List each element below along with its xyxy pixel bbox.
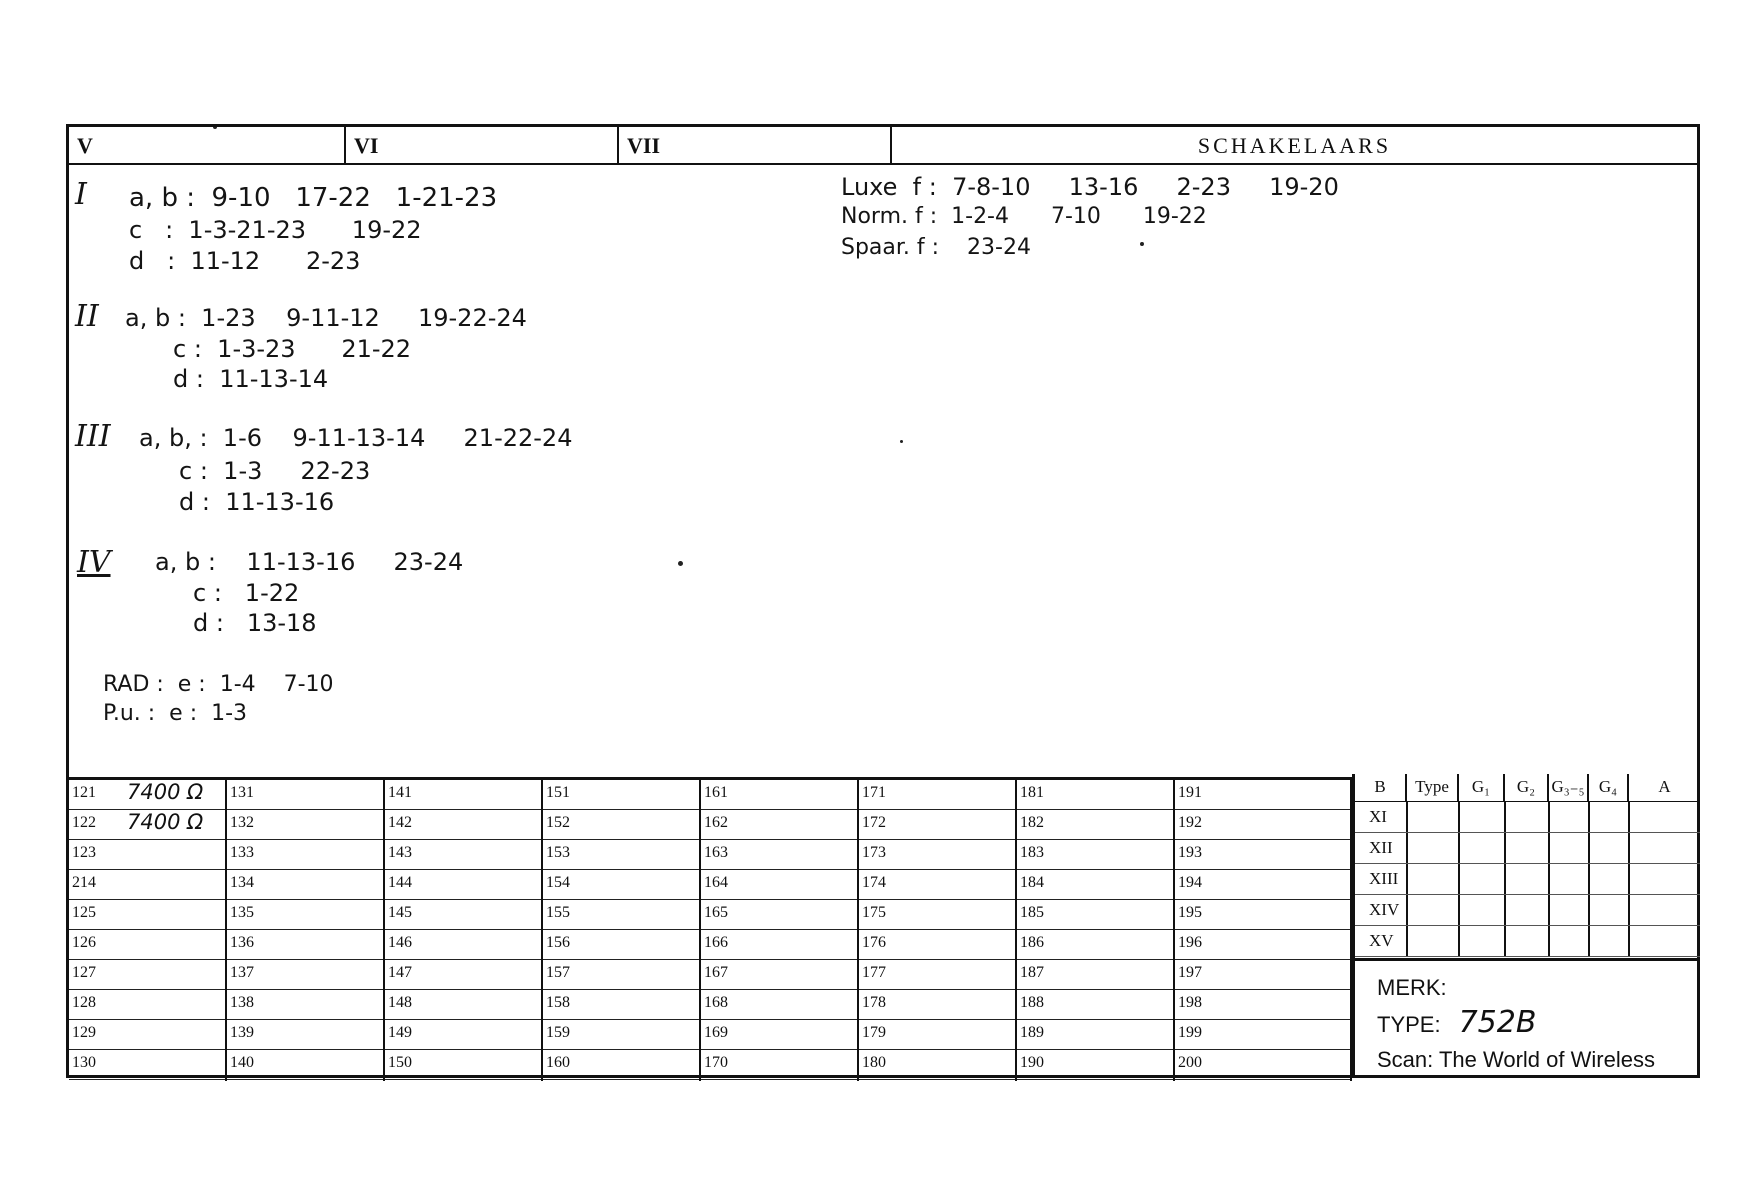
- grid-cell-number: 162: [704, 814, 728, 831]
- note-i-ab: a, b : 9-10 17-22 1-21-23: [129, 183, 498, 213]
- grid-cell-number: 142: [388, 814, 412, 831]
- grid-cell: [227, 930, 383, 960]
- header-col-v: V: [69, 127, 346, 163]
- grid-cell: [1017, 990, 1173, 1020]
- grid-cell-number: 155: [546, 904, 570, 921]
- grid-cell-number: 192: [1178, 814, 1202, 831]
- grid-cell-number: 176: [862, 934, 886, 951]
- grid-cell-number: 121: [72, 784, 96, 801]
- grid-column: [69, 780, 227, 1081]
- grid-cell-number: 129: [72, 1024, 96, 1041]
- grid-cell-number: 185: [1020, 904, 1044, 921]
- grid-cell-number: 175: [862, 904, 886, 921]
- note-ii-ab: a, b : 1-23 9-11-12 19-22-24: [125, 304, 527, 332]
- grid-cell-number: 181: [1020, 784, 1044, 801]
- card-header: [69, 127, 1697, 165]
- tube-header: Type: [1407, 774, 1459, 802]
- grid-cell: [1175, 810, 1350, 840]
- grid-cell-number: 140: [230, 1054, 254, 1071]
- grid-cell-number: 144: [388, 874, 412, 891]
- grid-cell-number: 141: [388, 784, 412, 801]
- grid-cell: [1175, 930, 1350, 960]
- grid-cell-number: 190: [1020, 1054, 1044, 1071]
- grid-cell-number: 196: [1178, 934, 1202, 951]
- grid-cell: [1017, 810, 1173, 840]
- note-i-c: c : 1-3-21-23 19-22: [129, 216, 422, 244]
- grid-cell: [859, 990, 1015, 1020]
- note-ii-label: II: [75, 299, 99, 334]
- tube-header: B: [1355, 774, 1407, 802]
- grid-cell-number: 214: [72, 874, 96, 891]
- grid-column: [1017, 780, 1175, 1081]
- tube-row-label: XIV: [1369, 900, 1400, 919]
- grid-cell: [701, 1020, 857, 1050]
- grid-cell-number: 138: [230, 994, 254, 1011]
- grid-cell: [859, 810, 1015, 840]
- grid-cell-number: 123: [72, 844, 96, 861]
- tube-header: G₄: [1589, 774, 1629, 802]
- grid-cell-number: 139: [230, 1024, 254, 1041]
- type-label: TYPE:: [1377, 1012, 1441, 1037]
- grid-cell-number: 184: [1020, 874, 1044, 891]
- grid-cell: [69, 870, 225, 900]
- grid-cell: [227, 780, 383, 810]
- info-block: [1352, 958, 1697, 1078]
- note-iv-label: IV: [77, 545, 111, 580]
- note-ii-c: c : 1-3-23 21-22: [173, 335, 412, 363]
- grid-cell-number: 136: [230, 934, 254, 951]
- grid-cell-number: 177: [862, 964, 886, 981]
- note-rad: RAD : e : 1-4 7-10: [103, 672, 334, 697]
- grid-cell: [1017, 840, 1173, 870]
- tube-row: [1355, 833, 1700, 864]
- grid-cell-number: 173: [862, 844, 886, 861]
- grid-cell-number: 130: [72, 1054, 96, 1071]
- grid-cell-number: 166: [704, 934, 728, 951]
- grid-cell: [1017, 960, 1173, 990]
- tube-header: G₁: [1459, 774, 1505, 802]
- grid-cell: [543, 810, 699, 840]
- note-pu: P.u. : e : 1-3: [103, 701, 248, 726]
- grid-cell: [69, 810, 225, 840]
- grid-cell-number: 150: [388, 1054, 412, 1071]
- grid-cell: [859, 1050, 1015, 1080]
- grid-cell: [701, 840, 857, 870]
- grid-cell: [227, 900, 383, 930]
- grid-cell: [543, 870, 699, 900]
- grid-cell: [69, 930, 225, 960]
- tube-row-label: XI: [1369, 807, 1387, 826]
- grid-cell-number: 188: [1020, 994, 1044, 1011]
- grid-cell-number: 167: [704, 964, 728, 981]
- grid-cell: [69, 1050, 225, 1080]
- tube-row-label: XIII: [1369, 869, 1399, 888]
- grid-cell-number: 169: [704, 1024, 728, 1041]
- grid-cell-number: 197: [1178, 964, 1202, 981]
- grid-cell-number: 143: [388, 844, 412, 861]
- grid-cell: [543, 780, 699, 810]
- grid-cell: [69, 780, 225, 810]
- grid-cell-number: 128: [72, 994, 96, 1011]
- merk-label: MERK:: [1377, 975, 1447, 1000]
- grid-cell: [227, 840, 383, 870]
- grid-cell: [859, 960, 1015, 990]
- grid-cell: [1175, 780, 1350, 810]
- grid-cell: [701, 1050, 857, 1080]
- grid-cell: [227, 810, 383, 840]
- grid-cell-number: 163: [704, 844, 728, 861]
- note-iii-d: d : 11-13-16: [179, 488, 335, 516]
- grid-cell: [227, 990, 383, 1020]
- grid-cell: [385, 780, 541, 810]
- grid-cell: [385, 810, 541, 840]
- schematic-record-card: [66, 124, 1700, 1078]
- grid-cell-number: 157: [546, 964, 570, 981]
- grid-cell: [1175, 1050, 1350, 1080]
- grid-cell-number: 194: [1178, 874, 1202, 891]
- note-ii-d: d : 11-13-14: [173, 365, 329, 393]
- grid-cell: [1017, 900, 1173, 930]
- grid-cell: [701, 930, 857, 960]
- grid-cell-number: 145: [388, 904, 412, 921]
- grid-cell: [69, 990, 225, 1020]
- grid-cell: [69, 840, 225, 870]
- tube-header: A: [1629, 774, 1700, 802]
- grid-cell: [1175, 1020, 1350, 1050]
- grid-cell-number: 168: [704, 994, 728, 1011]
- grid-cell-number: 154: [546, 874, 570, 891]
- header-title: SCHAKELAARS: [1197, 133, 1392, 158]
- grid-cell: [701, 870, 857, 900]
- grid-cell: [69, 900, 225, 930]
- grid-cell-number: 127: [72, 964, 96, 981]
- grid-cell-number: 170: [704, 1054, 728, 1071]
- tube-row-label: XV: [1369, 931, 1394, 950]
- grid-cell: [859, 840, 1015, 870]
- grid-cell-number: 125: [72, 904, 96, 921]
- grid-cell-number: 147: [388, 964, 412, 981]
- grid-cell-number: 133: [230, 844, 254, 861]
- tube-header: G₃₋₅: [1549, 774, 1589, 802]
- grid-cell-number: 131: [230, 784, 254, 801]
- grid-cell-number: 152: [546, 814, 570, 831]
- grid-cell: [227, 1050, 383, 1080]
- grid-column: [701, 780, 859, 1081]
- grid-cell-number: 134: [230, 874, 254, 891]
- grid-cell: [543, 960, 699, 990]
- note-iv-d: d : 13-18: [193, 609, 317, 637]
- grid-cell-number: 183: [1020, 844, 1044, 861]
- grid-cell-number: 146: [388, 934, 412, 951]
- grid-cell-value: 7400 Ω: [127, 810, 204, 834]
- grid-cell-number: 187: [1020, 964, 1044, 981]
- grid-cell-number: 159: [546, 1024, 570, 1041]
- note-i-label: I: [75, 177, 87, 212]
- tube-row: [1355, 802, 1700, 833]
- grid-cell: [385, 840, 541, 870]
- grid-cell-number: 161: [704, 784, 728, 801]
- grid-cell: [701, 990, 857, 1020]
- grid-cell-number: 186: [1020, 934, 1044, 951]
- grid-column: [227, 780, 385, 1081]
- grid-cell: [1017, 1050, 1173, 1080]
- grid-cell: [1017, 930, 1173, 960]
- grid-cell-value: 7400 Ω: [127, 780, 204, 804]
- grid-cell: [385, 990, 541, 1020]
- note-luxe: Luxe f : 7-8-10 13-16 2-23 19-20: [841, 173, 1339, 201]
- tube-table: [1352, 774, 1700, 958]
- note-iv-ab: a, b : 11-13-16 23-24: [155, 548, 464, 576]
- grid-cell: [385, 1020, 541, 1050]
- grid-cell-number: 149: [388, 1024, 412, 1041]
- note-iii-c: c : 1-3 22-23: [179, 457, 371, 485]
- grid-cell: [543, 900, 699, 930]
- grid-column: [385, 780, 543, 1081]
- scan-credit: Scan: The World of Wireless: [1377, 1047, 1655, 1072]
- tube-row: [1355, 926, 1700, 957]
- type-value: 752B: [1458, 1005, 1537, 1040]
- grid-cell-number: 200: [1178, 1054, 1202, 1071]
- grid-cell-number: 137: [230, 964, 254, 981]
- grid-cell-number: 198: [1178, 994, 1202, 1011]
- grid-cell-number: 156: [546, 934, 570, 951]
- grid-cell-number: 191: [1178, 784, 1202, 801]
- grid-cell: [385, 930, 541, 960]
- grid-cell-number: 126: [72, 934, 96, 951]
- grid-cell: [1175, 870, 1350, 900]
- type-line: [1377, 1005, 1536, 1040]
- grid-cell-number: 182: [1020, 814, 1044, 831]
- grid-cell-number: 174: [862, 874, 886, 891]
- grid-cell: [1017, 780, 1173, 810]
- grid-cell-number: 171: [862, 784, 886, 801]
- grid-cell: [543, 840, 699, 870]
- grid-cell: [1175, 900, 1350, 930]
- grid-column: [543, 780, 701, 1081]
- grid-cell: [701, 900, 857, 930]
- grid-cell-number: 195: [1178, 904, 1202, 921]
- grid-cell: [385, 900, 541, 930]
- grid-cell-number: 135: [230, 904, 254, 921]
- grid-cell: [859, 870, 1015, 900]
- grid-cell: [69, 960, 225, 990]
- grid-cell-number: 132: [230, 814, 254, 831]
- grid-cell-number: 165: [704, 904, 728, 921]
- grid-cell: [1175, 960, 1350, 990]
- grid-cell-number: 179: [862, 1024, 886, 1041]
- grid-cell: [1017, 1020, 1173, 1050]
- grid-cell: [859, 1020, 1015, 1050]
- note-iii-label: III: [75, 419, 111, 454]
- note-iii-ab: a, b, : 1-6 9-11-13-14 21-22-24: [139, 424, 573, 452]
- grid-cell: [227, 870, 383, 900]
- grid-cell: [543, 1020, 699, 1050]
- grid-cell: [701, 810, 857, 840]
- grid-cell-number: 164: [704, 874, 728, 891]
- grid-cell-number: 199: [1178, 1024, 1202, 1041]
- grid-cell-number: 148: [388, 994, 412, 1011]
- grid-cell: [701, 780, 857, 810]
- grid-cell-number: 151: [546, 784, 570, 801]
- grid-cell: [1175, 840, 1350, 870]
- header-col-vii: VII: [619, 127, 892, 163]
- note-iv-c: c : 1-22: [193, 579, 300, 607]
- tube-row: [1355, 864, 1700, 895]
- grid-cell: [385, 870, 541, 900]
- grid-cell: [543, 930, 699, 960]
- note-norm: Norm. f : 1-2-4 7-10 19-22: [841, 204, 1207, 229]
- grid-cell-number: 189: [1020, 1024, 1044, 1041]
- tube-row: [1355, 895, 1700, 926]
- grid-cell-number: 122: [72, 814, 96, 831]
- grid-cell: [1017, 870, 1173, 900]
- tube-header: G₂: [1505, 774, 1549, 802]
- grid-cell: [227, 1020, 383, 1050]
- note-i-d: d : 11-12 2-23: [129, 247, 361, 275]
- grid-column: [859, 780, 1017, 1081]
- grid-cell: [385, 1050, 541, 1080]
- grid-cell: [859, 900, 1015, 930]
- grid-cell: [227, 960, 383, 990]
- grid-cell: [859, 930, 1015, 960]
- grid-column: [1175, 780, 1352, 1081]
- grid-cell: [701, 960, 857, 990]
- header-col-vi: VI: [346, 127, 619, 163]
- grid-cell: [1175, 990, 1350, 1020]
- grid-cell: [543, 1050, 699, 1080]
- grid-cell-number: 153: [546, 844, 570, 861]
- tube-row-label: XII: [1369, 838, 1393, 857]
- grid-cell: [543, 990, 699, 1020]
- note-spaar: Spaar. f : 23-24: [841, 235, 1031, 260]
- grid-cell-number: 158: [546, 994, 570, 1011]
- component-number-grid: [69, 777, 1352, 1081]
- grid-cell-number: 178: [862, 994, 886, 1011]
- grid-cell: [859, 780, 1015, 810]
- grid-cell-number: 172: [862, 814, 886, 831]
- grid-cell-number: 180: [862, 1054, 886, 1071]
- grid-cell-number: 160: [546, 1054, 570, 1071]
- grid-cell: [69, 1020, 225, 1050]
- grid-cell-number: 193: [1178, 844, 1202, 861]
- grid-cell: [385, 960, 541, 990]
